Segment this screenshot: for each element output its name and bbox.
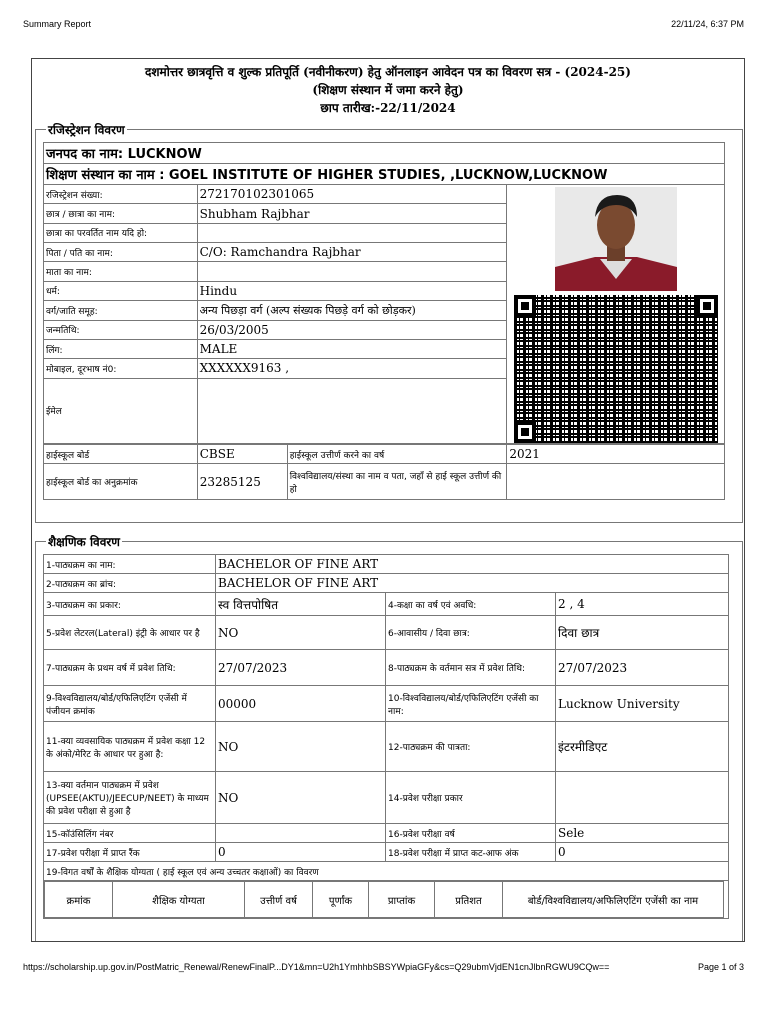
course-eligibility-value: इंटरमीडिएट bbox=[556, 722, 729, 772]
entrance-exam-type-value bbox=[556, 772, 729, 824]
registration-number-value: 272170102301065 bbox=[197, 185, 506, 204]
religion-value: Hindu bbox=[197, 281, 506, 300]
lateral-entry-value: NO bbox=[216, 616, 386, 650]
hs-university-label: विश्वविद्यालय/संस्था का नाम व पता, जहाँ से हाई स्कूल उत्तीर्ण की हो bbox=[287, 464, 507, 500]
qual-header-year: उत्तीर्ण वर्ष bbox=[245, 882, 313, 918]
entrance-exam-type-label: 14-प्रवेश परीक्षा प्रकार bbox=[386, 772, 556, 824]
print-header-title: Summary Report bbox=[23, 19, 92, 29]
dob-label: जन्मतिथि: bbox=[44, 320, 198, 339]
course-branch-label: 2-पाठ्यक्रम का ब्रांच: bbox=[44, 574, 216, 593]
qual-header-board: बोर्ड/विश्वविद्यालय/अफिलिएटिंग एजेंसी का नाम bbox=[503, 882, 724, 918]
hs-year-label: हाईस्कूल उत्तीर्ण करने का वर्ष bbox=[287, 445, 507, 464]
print-footer-url: https://scholarship.up.gov.in/PostMatric_Renewal/RenewFinalP...DY1&mn=U2h1YmhhbSBSYWpiaGFy&cs=Q29ubmVjdEN1cnJlbnRGWU9CQw== bbox=[23, 962, 610, 972]
course-name-label: 1-पाठ्यक्रम का नाम: bbox=[44, 555, 216, 574]
residential-label: 6-आवासीय / दिवा छात्र: bbox=[386, 616, 556, 650]
qualification-title: 19-विगत वर्षों के शैक्षिक योग्यता ( हाई स्कूल एवं अन्य उच्चतर कक्षाओं) का विवरण bbox=[44, 862, 729, 881]
gender-label: लिंग: bbox=[44, 339, 198, 358]
email-label: ईमेल bbox=[44, 378, 198, 443]
university-name-label: 10-विश्वविद्यालय/बोर्ड/एफिलिएटिंग एजेंसी का नाम: bbox=[386, 686, 556, 722]
current-session-admission-label: 8-पाठ्यक्रम के वर्तमान सत्र में प्रवेश तिथि: bbox=[386, 650, 556, 686]
qual-header-obtained: प्राप्तांक bbox=[369, 882, 435, 918]
document-title bbox=[32, 59, 744, 117]
counselling-number-value bbox=[216, 824, 386, 843]
hs-roll-label: हाईस्कूल बोर्ड का अनुक्रमांक bbox=[44, 464, 198, 500]
father-name-value: C/O: Ramchandra Rajbhar bbox=[197, 243, 506, 262]
registration-section bbox=[35, 121, 743, 523]
course-branch-value: BACHELOR OF FINE ART bbox=[216, 574, 729, 593]
course-type-value: स्व वित्तपोषित bbox=[216, 593, 386, 616]
title-line-2: (शिक्षण संस्थान में जमा करने हेतु) bbox=[312, 83, 464, 97]
institute-name: शिक्षण संस्थान का नाम : GOEL INSTITUTE OF HIGHER STUDIES, ,LUCKNOW,LUCKNOW bbox=[44, 164, 725, 185]
district-name: जनपद का नाम: LUCKNOW bbox=[44, 143, 725, 164]
hs-roll-value: 23285125 bbox=[197, 464, 287, 500]
cutoff-marks-label: 18-प्रवेश परीक्षा में प्राप्त कट-आफ अंक bbox=[386, 843, 556, 862]
qual-header-serial: क्रमांक bbox=[45, 882, 113, 918]
merit-admission-label: 11-क्या व्यवसायिक पाठ्यक्रम में प्रवेश कक्षा 12 के अंको/मेरिट के आधार पर हुआ है: bbox=[44, 722, 216, 772]
mobile-value: XXXXXX9163 , bbox=[197, 359, 506, 378]
registration-table bbox=[43, 142, 725, 444]
entrance-exam-year-label: 16-प्रवेश परीक्षा वर्ष bbox=[386, 824, 556, 843]
registration-number-label: रजिस्ट्रेशन संख्या: bbox=[44, 185, 198, 204]
print-header-datetime: 22/11/24, 6:37 PM bbox=[671, 19, 744, 29]
email-value bbox=[197, 378, 506, 443]
lateral-entry-label: 5-प्रवेश लेटरल(Lateral) इंट्री के आधार पर है bbox=[44, 616, 216, 650]
academic-legend: शैक्षणिक विवरण bbox=[48, 535, 120, 549]
student-name-label: छात्र / छात्रा का नाम: bbox=[44, 204, 198, 223]
changed-name-label: छात्रा का परवर्तित नाम यदि हो: bbox=[44, 223, 198, 242]
hs-board-label: हाईस्कूल बोर्ड bbox=[44, 445, 198, 464]
student-name-value: Shubham Rajbhar bbox=[197, 204, 506, 223]
student-photo bbox=[555, 187, 677, 291]
class-year-label: 4-कक्षा का वर्ष एवं अवधि: bbox=[386, 593, 556, 616]
university-registration-value: 00000 bbox=[216, 686, 386, 722]
religion-label: धर्म: bbox=[44, 281, 198, 300]
merit-admission-value: NO bbox=[216, 722, 386, 772]
course-eligibility-label: 12-पाठ्यक्रम की पात्रता: bbox=[386, 722, 556, 772]
counselling-number-label: 15-कॉउंसिलिंग नंबर bbox=[44, 824, 216, 843]
current-session-admission-value: 27/07/2023 bbox=[556, 650, 729, 686]
dob-value: 26/03/2005 bbox=[197, 320, 506, 339]
qr-code bbox=[514, 295, 718, 443]
entrance-exam-year-value: Sele bbox=[556, 824, 729, 843]
entrance-exam-admission-label: 13-क्या वर्तमान पाठ्यक्रम में प्रवेश (UPSEE(AKTU)/JEECUP/NEET) के माध्यम की प्रवेश परीक्षा से हुआ है bbox=[44, 772, 216, 824]
gender-value: MALE bbox=[197, 339, 506, 358]
highschool-table bbox=[43, 444, 725, 500]
class-year-value: 2 , 4 bbox=[556, 593, 729, 616]
mobile-label: मोबाइल, दूरभाष नं0: bbox=[44, 359, 198, 378]
residential-value: दिवा छात्र bbox=[556, 616, 729, 650]
first-year-admission-value: 27/07/2023 bbox=[216, 650, 386, 686]
qual-header-percent: प्रतिशत bbox=[435, 882, 503, 918]
print-date: छाप तारीख:-22/11/2024 bbox=[320, 101, 456, 115]
entrance-rank-label: 17-प्रवेश परीक्षा में प्राप्त रैंक bbox=[44, 843, 216, 862]
hs-year-value: 2021 bbox=[507, 445, 725, 464]
mother-name-label: माता का नाम: bbox=[44, 262, 198, 281]
qual-header-max-marks: पूर्णांक bbox=[313, 882, 369, 918]
academic-table bbox=[43, 554, 729, 919]
caste-group-value: अन्य पिछड़ा वर्ग (अल्प संख्यक पिछड़े वर्ग को छोड़कर) bbox=[197, 301, 506, 320]
entrance-rank-value: 0 bbox=[216, 843, 386, 862]
qual-header-qualification: शैक्षिक योग्यता bbox=[113, 882, 245, 918]
qualification-table bbox=[44, 881, 724, 918]
photo-qr-cell bbox=[507, 185, 725, 444]
hs-university-value bbox=[507, 464, 725, 500]
summary-document bbox=[31, 58, 745, 942]
course-type-label: 3-पाठ्यक्रम का प्रकार: bbox=[44, 593, 216, 616]
print-footer-page: Page 1 of 3 bbox=[697, 962, 744, 972]
cutoff-marks-value: 0 bbox=[556, 843, 729, 862]
first-year-admission-label: 7-पाठ्यक्रम के प्रथम वर्ष में प्रवेश तिथि: bbox=[44, 650, 216, 686]
hs-board-value: CBSE bbox=[197, 445, 287, 464]
university-name-value: Lucknow University bbox=[556, 686, 729, 722]
university-registration-label: 9-विश्वविद्यालय/बोर्ड/एफिलिएटिंग एजेंसी में पंजीयन क्रमांक bbox=[44, 686, 216, 722]
caste-group-label: वर्ग/जाति समूह: bbox=[44, 301, 198, 320]
changed-name-value bbox=[197, 223, 506, 242]
mother-name-value bbox=[197, 262, 506, 281]
entrance-exam-admission-value: NO bbox=[216, 772, 386, 824]
father-name-label: पिता / पति का नाम: bbox=[44, 243, 198, 262]
title-line-1: दशमोत्तर छात्रवृत्ति व शुल्क प्रतिपूर्ति (नवीनीकरण) हेतु ऑनलाइन आवेदन पत्र का विवरण सत्र - (2024-25) bbox=[145, 65, 631, 79]
course-name-value: BACHELOR OF FINE ART bbox=[216, 555, 729, 574]
registration-legend: रजिस्ट्रेशन विवरण bbox=[48, 123, 125, 137]
academic-section bbox=[35, 533, 743, 942]
